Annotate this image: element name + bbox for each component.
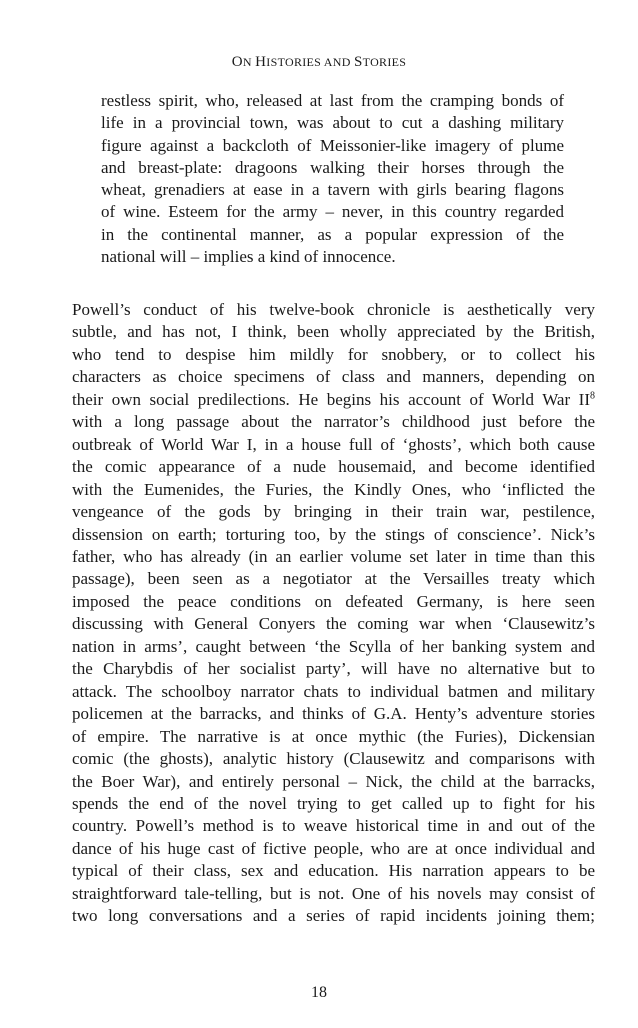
body-line: of empire. The narrative is at once mythic (the Furies), Dickensian [72, 726, 595, 746]
quote-line: and breast-plate: dragoons walking their horses through the [101, 157, 564, 177]
quote-line: life in a provincial town, was about to cut a dashing military [101, 113, 564, 133]
quote-line: national will – implies a kind of innocence. [101, 247, 396, 267]
body-line-with-footnote [72, 389, 595, 411]
body-line: subtle, and has not, I think, been wholly appreciated by the British, [72, 322, 595, 342]
header-text: O [231, 54, 243, 70]
body-line: vengeance of the gods by bringing in their train war, pestilence, [72, 502, 595, 522]
body-line: spends the end of the novel trying to get called up to fight for his [72, 793, 595, 813]
body-line: nation in arms’, caught between ‘the Scylla of her banking system and [72, 636, 595, 656]
body-line: discussing with General Conyers the coming war when ‘Clausewitz’s [72, 614, 595, 634]
body-line: dissension on earth; torturing too, by the stings of conscience’. Nick’s [72, 524, 595, 544]
body-line: characters as choice specimens of class and manners, depending on [72, 367, 595, 387]
quote-line: figure against a backcloth of Meissonier-like imagery of plume [101, 135, 564, 155]
body-line: policemen at the barracks, and thinks of G.A. Henty’s adventure stories [72, 704, 595, 724]
body-line: passage), been seen as a negotiator at the Versailles treaty which [72, 569, 595, 589]
body-line: with the Eumenides, the Furies, the Kindly Ones, who ‘inflicted the [72, 479, 595, 499]
body-line: the comic appearance of a nude housemaid, and become identified [72, 457, 595, 477]
body-line: imposed the peace conditions on defeated Germany, is here seen [72, 591, 595, 611]
header-text: ISTORIES AND [266, 55, 354, 69]
body-line-text: their own social predilections. He begins his account of World War II [72, 389, 590, 409]
footnote-marker: 8 [590, 390, 595, 402]
body-line: outbreak of World War I, in a house full of ‘ghosts’, which both cause [72, 434, 595, 454]
body-line: comic (the ghosts), analytic history (Clausewitz and comparisons with [72, 749, 595, 769]
quote-line: wheat, grenadiers at ease in a tavern with girls bearing flagons [101, 180, 564, 200]
page-number: 18 [311, 984, 327, 1001]
header-text: S [354, 54, 363, 70]
running-header [0, 54, 638, 71]
body-line: Powell’s conduct of his twelve-book chronicle is aesthetically very [72, 300, 595, 319]
body-line: father, who has already (in an earlier volume set later in time than this [72, 546, 595, 566]
quote-line: restless spirit, who, released at last from the cramping bonds of [101, 91, 564, 110]
header-text: TORIES [362, 55, 407, 69]
body-line: the Boer War), and entirely personal – Nick, the child at the barracks, [72, 771, 595, 791]
quote-line: in the continental manner, as a popular expression of the [101, 224, 564, 244]
header-text: H [255, 54, 267, 70]
header-text: N [242, 55, 256, 69]
body-line: with a long passage about the narrator’s childhood just before the [72, 412, 595, 432]
body-line: the Charybdis of her socialist party’, will have no alternative but to [72, 659, 595, 679]
block-quote [101, 90, 564, 268]
quote-line: of wine. Esteem for the army – never, in this country regarded [101, 202, 564, 222]
body-paragraph [72, 299, 595, 928]
body-line: two long conversations and a series of rapid incidents joining them; [72, 906, 595, 926]
body-line: who tend to despise him mildly for snobbery, or to collect his [72, 344, 595, 364]
body-line: dance of his huge cast of fictive people, who are at once individual and [72, 838, 595, 858]
body-line: country. Powell’s method is to weave historical time in and out of the [72, 816, 595, 836]
body-line: typical of their class, sex and education. His narration appears to be [72, 861, 595, 881]
body-line: straightforward tale-telling, but is not. One of his novels may consist of [72, 883, 595, 903]
body-line: attack. The schoolboy narrator chats to individual batmen and military [72, 681, 595, 701]
